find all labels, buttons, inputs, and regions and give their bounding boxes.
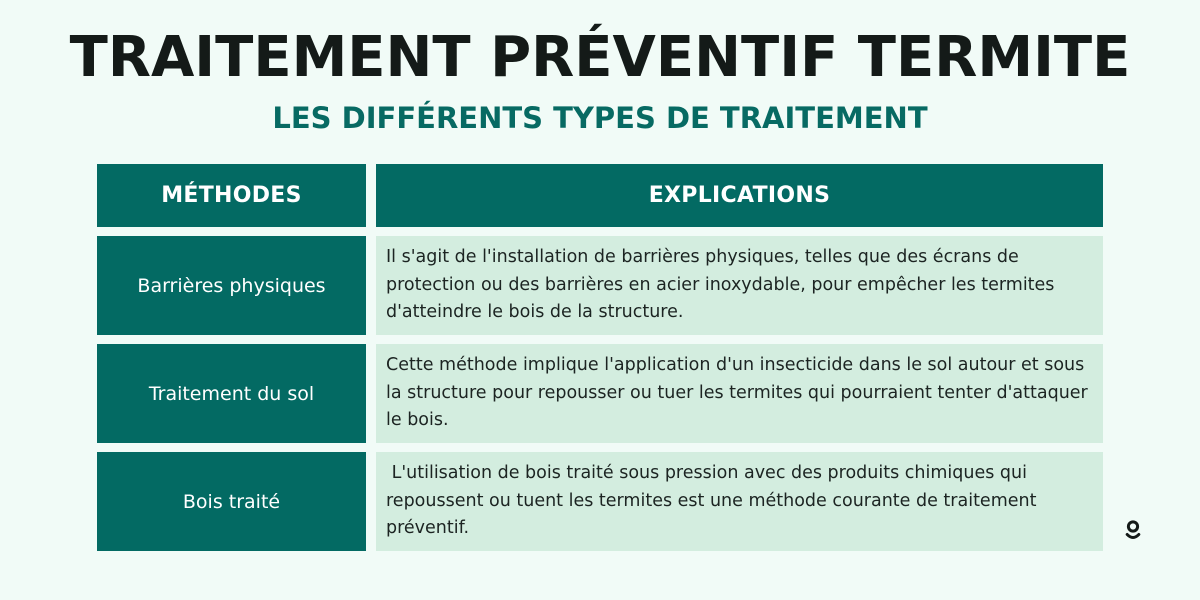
explanation-cell: L'utilisation de bois traité sous pression avec des produits chimiques qui repoussent ou tuent les termites est une méthode courante de traitement préventif. — [376, 452, 1103, 551]
column-header-methods: MÉTHODES — [97, 164, 366, 227]
method-cell: Traitement du sol — [97, 344, 366, 443]
explanation-cell: Il s'agit de l'installation de barrières physiques, telles que des écrans de protection ou des barrières en acier inoxydable, pour empêcher les termites d'atteindre le bois de la structure. — [376, 236, 1103, 335]
method-cell: Barrières physiques — [97, 236, 366, 335]
column-header-explanations: EXPLICATIONS — [376, 164, 1103, 227]
page-subtitle: LES DIFFÉRENTS TYPES DE TRAITEMENT — [272, 101, 928, 135]
brand-logo-icon — [1125, 520, 1141, 540]
method-cell: Bois traité — [97, 452, 366, 551]
explanation-cell: Cette méthode implique l'application d'un insecticide dans le sol autour et sous la structure pour repousser ou tuer les termites qui pourraient tenter d'attaquer le bois. — [376, 344, 1103, 443]
page-title: TRAITEMENT PRÉVENTIF TERMITE — [69, 25, 1131, 90]
